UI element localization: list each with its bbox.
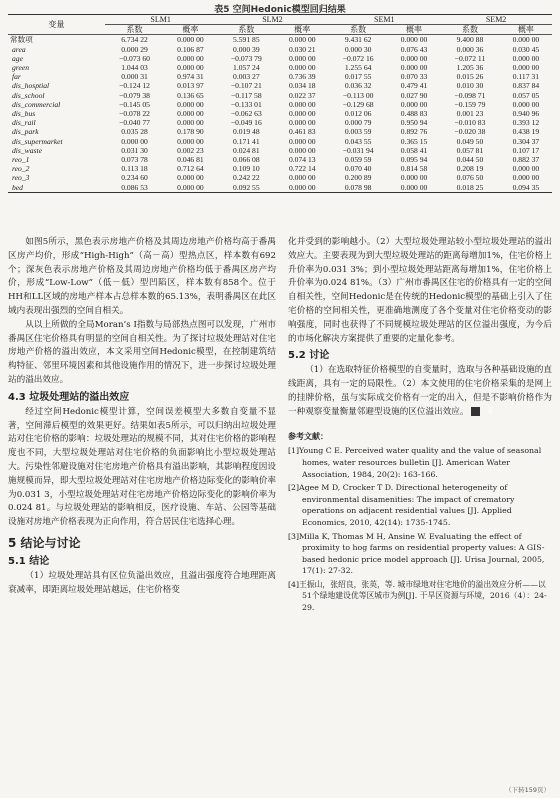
value-cell: 0.078 98 [328, 183, 388, 193]
variable-cell: dis_commercial [12, 99, 61, 109]
table-row [8, 118, 552, 127]
value-cell: 0.736 39 [288, 72, 316, 82]
table-row [8, 146, 552, 155]
value-cell: 0.043 55 [344, 136, 372, 146]
section-heading: 5 结论与讨论 [8, 535, 81, 550]
value-cell: 0.019 48 [233, 127, 260, 137]
table-row [8, 91, 552, 100]
value-cell: 0.000 00 [400, 99, 428, 109]
value-cell: 0.073 78 [121, 155, 148, 165]
value-cell: 0.113 18 [121, 164, 148, 174]
right-column [288, 236, 552, 616]
variable-cell: far [12, 72, 21, 82]
variable-cell: 常数项 [10, 35, 33, 45]
sub-header: 概率 [164, 25, 216, 35]
value-cell: 0.000 00 [288, 136, 316, 146]
value-cell: 0.000 00 [276, 183, 328, 193]
sub-header: 系数 [105, 25, 165, 35]
table-row [8, 72, 552, 81]
table-caption: 表5 空间Hedonic模型回归结果 [214, 5, 346, 15]
variable-cell: dis_hosptial [12, 81, 50, 91]
model-header: SEM2 [440, 15, 552, 25]
value-cell: 0.461 83 [288, 127, 316, 137]
value-cell: 0.012 06 [344, 109, 372, 119]
value-cell: 0.974 31 [177, 72, 204, 82]
value-cell: 0.950 94 [400, 118, 428, 128]
value-cell: 0.092 55 [217, 183, 277, 193]
table-row [8, 155, 552, 164]
paragraph: 如图5所示，黑色表示房地产价格及其周边房地产价格均高于番禺区房产均价，形成“High-High”（高－高）型热点区，样本数有692个；深灰色表示房地产价格及其周边房地产价格均低于番禺区房产均价，形成“Low-Low”（低－低）型凹陷区，样本数有858个。位于HH和LL区域的房地产样本占总样本数的65.13%，表明番禺区在此区域内表现出强烈的空间自相关。 [8, 237, 276, 316]
value-cell: 0.393 12 [512, 118, 540, 128]
reference-item: [4]王振山，张绍良，张英，等. 城市绿地对住宅地价的溢出效应分析——以51个绿地建设优等区城市为例[J]. 干旱区资源与环境，2016（4）：24-29. [288, 579, 547, 613]
table-row [8, 109, 552, 118]
value-cell: −0.049 16 [230, 118, 262, 128]
table-row [8, 164, 552, 173]
paragraph: 从以上所做的全局Moran’s I指数与局部热点图可以发现，广州市番禺区住宅价格具有明显的空间自相关性。为了探讨垃圾处理站对住宅房地产价格的溢出效应，本文采用空间Hedonic模型，在控制建筑结构特征、邻里环境因素和其他设施作用的情况下，进一步探讨垃圾处理站的溢出效应。 [8, 319, 276, 385]
value-cell: 0.044 50 [456, 155, 484, 165]
value-cell: −0.031 94 [342, 145, 374, 155]
value-cell: 0.000 00 [288, 118, 316, 128]
value-cell: 0.171 41 [233, 136, 260, 146]
value-cell: −0.117 58 [231, 90, 262, 100]
value-cell: 0.036 32 [344, 81, 372, 91]
value-cell: 0.000 00 [288, 109, 316, 119]
value-cell: 0.035 28 [121, 127, 148, 137]
value-cell: 0.000 00 [400, 53, 428, 63]
value-cell: 0.000 36 [456, 44, 484, 54]
value-cell: 0.086 53 [105, 183, 165, 193]
table-row [8, 54, 552, 63]
value-cell: 0.000 00 [288, 99, 316, 109]
variable-cell: dis_waste [12, 145, 42, 155]
value-cell: 0.107 17 [512, 145, 540, 155]
sub-header: 系数 [440, 25, 500, 35]
value-cell: 0.000 00 [177, 136, 204, 146]
reference-item: [2]Agee M D, Crocker T D. Directional heterogeneity of environmental disamenities: The impact of crematory operations on adjacent residential values [J]. Applied Economics, 2010, 42(14): 1735-1745. [288, 483, 515, 527]
value-cell: 0.117 31 [512, 72, 540, 82]
value-cell: 0.000 00 [177, 109, 204, 119]
left-column [8, 236, 276, 598]
value-cell: −0.062 63 [230, 109, 262, 119]
value-cell: 0.479 41 [400, 81, 428, 91]
sub-header: 系数 [328, 25, 388, 35]
value-cell: 0.892 76 [400, 127, 428, 137]
value-cell: −0.079 38 [119, 90, 150, 100]
value-cell: 0.200 89 [344, 173, 372, 183]
variable-cell: dis_supermarket [12, 136, 63, 146]
value-cell: 6.734 22 [121, 35, 148, 45]
sub-header: 系数 [217, 25, 277, 35]
var-header: 变量 [8, 15, 105, 35]
value-cell: 0.000 30 [344, 44, 372, 54]
value-cell: 0.000 00 [288, 35, 316, 45]
value-cell: −0.020 38 [454, 127, 486, 137]
value-cell: 0.001 23 [456, 109, 484, 119]
value-cell: 0.000 00 [512, 63, 540, 73]
value-cell: 0.000 39 [233, 44, 260, 54]
section-heading: 4.3 垃圾处理站的溢出效应 [8, 391, 130, 403]
value-cell: 9.431 62 [344, 35, 372, 45]
variable-cell: dis_rail [12, 118, 36, 128]
value-cell: 0.030 21 [288, 44, 316, 54]
value-cell: 0.722 14 [288, 164, 316, 174]
value-cell: 1.044 03 [121, 63, 148, 73]
value-cell: 0.070 33 [400, 72, 428, 82]
subsection-heading: 5.2 讨论 [288, 350, 330, 362]
value-cell: −0.145 05 [119, 99, 150, 109]
sub-header: 概率 [276, 25, 328, 35]
value-cell: 0.076 43 [400, 44, 428, 54]
value-cell: 0.013 97 [177, 81, 204, 91]
value-cell: 0.000 00 [288, 145, 316, 155]
value-cell: −0.040 77 [119, 118, 150, 128]
variable-cell: bed [8, 183, 105, 193]
variable-cell: age [12, 53, 23, 63]
value-cell: 0.094 35 [500, 183, 552, 193]
value-cell: 0.242 22 [233, 173, 260, 183]
value-cell: 0.000 00 [288, 173, 316, 183]
value-cell: 9.400 88 [456, 35, 484, 45]
value-cell: 0.030 45 [512, 44, 540, 54]
value-cell: 0.046 81 [177, 155, 204, 165]
value-cell: 0.024 81 [233, 145, 260, 155]
value-cell: 0.000 00 [288, 63, 316, 73]
value-cell: 0.059 59 [344, 155, 372, 165]
value-cell: 1.255 64 [344, 63, 372, 73]
value-cell: 0.178 90 [177, 127, 204, 137]
sub-header: 概率 [500, 25, 552, 35]
value-cell: 0.095 94 [400, 155, 428, 165]
value-cell: 0.000 00 [177, 118, 204, 128]
variable-cell: reo_1 [12, 155, 30, 165]
paragraph: 经过空间Hedonic模型计算，空间误差模型大多数自变量不显著，空间滞后模型的效果更好。结果如表5所示，可以归纳出垃圾处理站对住宅价格的影响：垃圾处理站的规模不同，其对住宅价格的影响程度也不同，大型垃圾处理站对住宅价格的负面影响比小型垃圾处理站大。污染性邻避设施对住宅房地产价格具有溢出影响，其影响程度因设施规模而异，即大型垃圾处理站对住宅房地产价格边际变化的影响价率为0.031 3，小型垃圾处理站对住宅房地产价格边际变化的影响价率为0.024 81。与垃圾处理站的影响相反，医疗设施、车站、公园等基础设施对房地产价格表现为正向作用，符合居民住宅选择心理。 [8, 406, 276, 528]
table-row [8, 137, 552, 146]
paragraph: （1）垃圾处理站具有区位负溢出效应，且溢出强度符合地理距离衰减率，即距离垃圾处理站越远，住宅价格变 [8, 570, 276, 595]
value-cell: −0.124 12 [119, 81, 150, 91]
sub-header: 概率 [388, 25, 440, 35]
value-cell: −0.113 00 [342, 90, 374, 100]
end-mark-icon: E [471, 407, 480, 416]
value-cell: 0.027 90 [400, 90, 428, 100]
value-cell: −0.010 83 [454, 118, 486, 128]
value-cell: 0.000 00 [512, 35, 540, 45]
value-cell: 0.000 00 [288, 53, 316, 63]
value-cell: 0.003 59 [344, 127, 372, 137]
value-cell: 0.057 81 [456, 145, 484, 155]
references-title: 参考文献： [288, 431, 328, 441]
value-cell: 0.000 29 [121, 44, 148, 54]
value-cell: −0.073 60 [119, 53, 150, 63]
value-cell: 0.010 30 [456, 81, 484, 91]
value-cell: 0.034 18 [288, 81, 316, 91]
value-cell: 0.000 00 [177, 173, 204, 183]
value-cell: −0.133 01 [230, 99, 262, 109]
variable-cell: green [12, 63, 30, 73]
value-cell: 0.000 00 [177, 35, 204, 45]
reference-item: [1]Young C E. Perceived water quality and the value of seasonal homes, water resources bulletin [J]. American Water Association, 1984, 20(2): 163-166. [288, 446, 542, 479]
value-cell: 0.837 84 [512, 81, 540, 91]
value-cell: 0.076 50 [456, 173, 484, 183]
paragraph [288, 364, 552, 419]
value-cell: 0.000 00 [512, 99, 540, 109]
value-cell: 0.022 37 [288, 90, 316, 100]
value-cell: −0.072 11 [454, 53, 486, 63]
subsection-heading: 5.1 结论 [8, 555, 50, 567]
variable-cell: dis_bus [12, 109, 36, 119]
value-cell: 0.106 87 [177, 44, 204, 54]
paragraph: 化并受到的影响越小。（2）大型垃圾处理站较小型垃圾处理站的溢出效应大。主要表现为到大型垃圾处理站的距离每增加1%，住宅价格上升价率为0.031 3%；到小型垃圾处理站距离每增加1%，住宅价格上升价率为0.024 81%。（3）广州市番禺区住宅的价格具有一定的空间自相关性，空间Hedonic是在传统的Hedonic模型的基础上引入了住宅价格的空间相关性，更准确地测度了各个变量对住宅价格变动的影响强度，同时也获得了不同规模垃圾处理站的区位溢出强度，为今后的市场化解决方案提供了重要的定量化参考。 [288, 237, 552, 344]
value-cell: 0.017 55 [344, 72, 372, 82]
value-cell: 0.304 37 [512, 136, 540, 146]
table-row [8, 63, 552, 72]
table-row [8, 183, 552, 193]
value-cell: 0.438 19 [512, 127, 540, 137]
table-row [8, 81, 552, 90]
model-header: SEM1 [328, 15, 440, 25]
value-cell: 0.015 26 [456, 72, 484, 82]
value-cell: 0.000 00 [177, 53, 204, 63]
value-cell: 1.057 24 [233, 63, 260, 73]
value-cell: 0.488 83 [400, 109, 428, 119]
value-cell: 0.000 00 [177, 63, 204, 73]
table-row [8, 45, 552, 54]
value-cell: 0.070 40 [344, 164, 372, 174]
value-cell: 0.000 31 [121, 72, 148, 82]
value-cell: 0.000 79 [344, 118, 372, 128]
value-cell: 0.000 00 [177, 99, 204, 109]
value-cell: 0.000 00 [400, 35, 428, 45]
value-cell: 0.882 37 [512, 155, 540, 165]
value-cell: 0.712 64 [177, 164, 204, 174]
value-cell: 0.208 19 [456, 164, 484, 174]
value-cell: 0.940 96 [512, 109, 540, 119]
paragraph-text: （1）在选取特征价格模型的自变量时，选取与各种基础设施的直线距离，具有一定的局限性。（2）本文使用的住宅价格采集的是网上的挂牌价格，虽与实际成交价格有一定的出入，但是不影响价格作为一种观察变量衡量邻避型设施的区位溢出效应。 [288, 365, 552, 417]
value-cell: 5.591 85 [233, 35, 260, 45]
value-cell: 0.814 58 [400, 164, 428, 174]
value-cell: 0.000 00 [400, 173, 428, 183]
value-cell: 0.000 00 [512, 164, 540, 174]
value-cell: 0.000 00 [121, 136, 148, 146]
value-cell: 0.234 60 [121, 173, 148, 183]
variable-cell: reo_2 [12, 164, 30, 174]
variable-cell: reo_3 [12, 173, 30, 183]
value-cell: 0.136 65 [177, 90, 204, 100]
value-cell: 0.066 08 [233, 155, 260, 165]
value-cell: 0.000 00 [400, 63, 428, 73]
value-cell: 1.205 36 [456, 63, 484, 73]
value-cell: 0.109 10 [233, 164, 260, 174]
value-cell: 0.018 25 [440, 183, 500, 193]
value-cell: −0.107 21 [230, 81, 262, 91]
value-cell: −0.072 16 [342, 53, 374, 63]
value-cell: −0.159 79 [454, 99, 486, 109]
table-row [8, 173, 552, 182]
value-cell: 0.000 00 [164, 183, 216, 193]
reference-item: [3]Milla K, Thomas M H, Ansine W. Evaluating the effect of proximity to hog farms on residential property values: A GIS-based hedonic price model approach [J]. Urisa Journal, 2005, 17(1): 27-32. [288, 531, 545, 576]
regression-table [8, 14, 552, 193]
value-cell: −0.129 68 [342, 99, 374, 109]
value-cell: −0.078 22 [119, 109, 150, 119]
value-cell: 0.000 00 [388, 183, 440, 193]
value-cell: 0.000 00 [512, 173, 540, 183]
table-row [8, 35, 552, 45]
model-header: SLM1 [105, 15, 217, 25]
value-cell: 0.049 50 [456, 136, 484, 146]
value-cell: 0.365 15 [400, 136, 428, 146]
variable-cell: dis_school [12, 90, 45, 100]
value-cell: 0.058 41 [400, 145, 428, 155]
page-footer: （下转159页） [505, 786, 550, 794]
value-cell: 0.057 05 [512, 90, 540, 100]
table-row [8, 127, 552, 136]
value-cell: 0.003 27 [233, 72, 260, 82]
value-cell: −0.073 79 [230, 53, 262, 63]
value-cell: 0.000 00 [512, 53, 540, 63]
value-cell: 0.002 23 [177, 145, 204, 155]
value-cell: 0.031 30 [121, 145, 148, 155]
variable-cell: dis_park [12, 127, 39, 137]
value-cell: −0.098 71 [454, 90, 486, 100]
table-row [8, 100, 552, 109]
model-header: SLM2 [217, 15, 329, 25]
variable-cell: area [12, 44, 26, 54]
value-cell: 0.074 13 [288, 155, 316, 165]
